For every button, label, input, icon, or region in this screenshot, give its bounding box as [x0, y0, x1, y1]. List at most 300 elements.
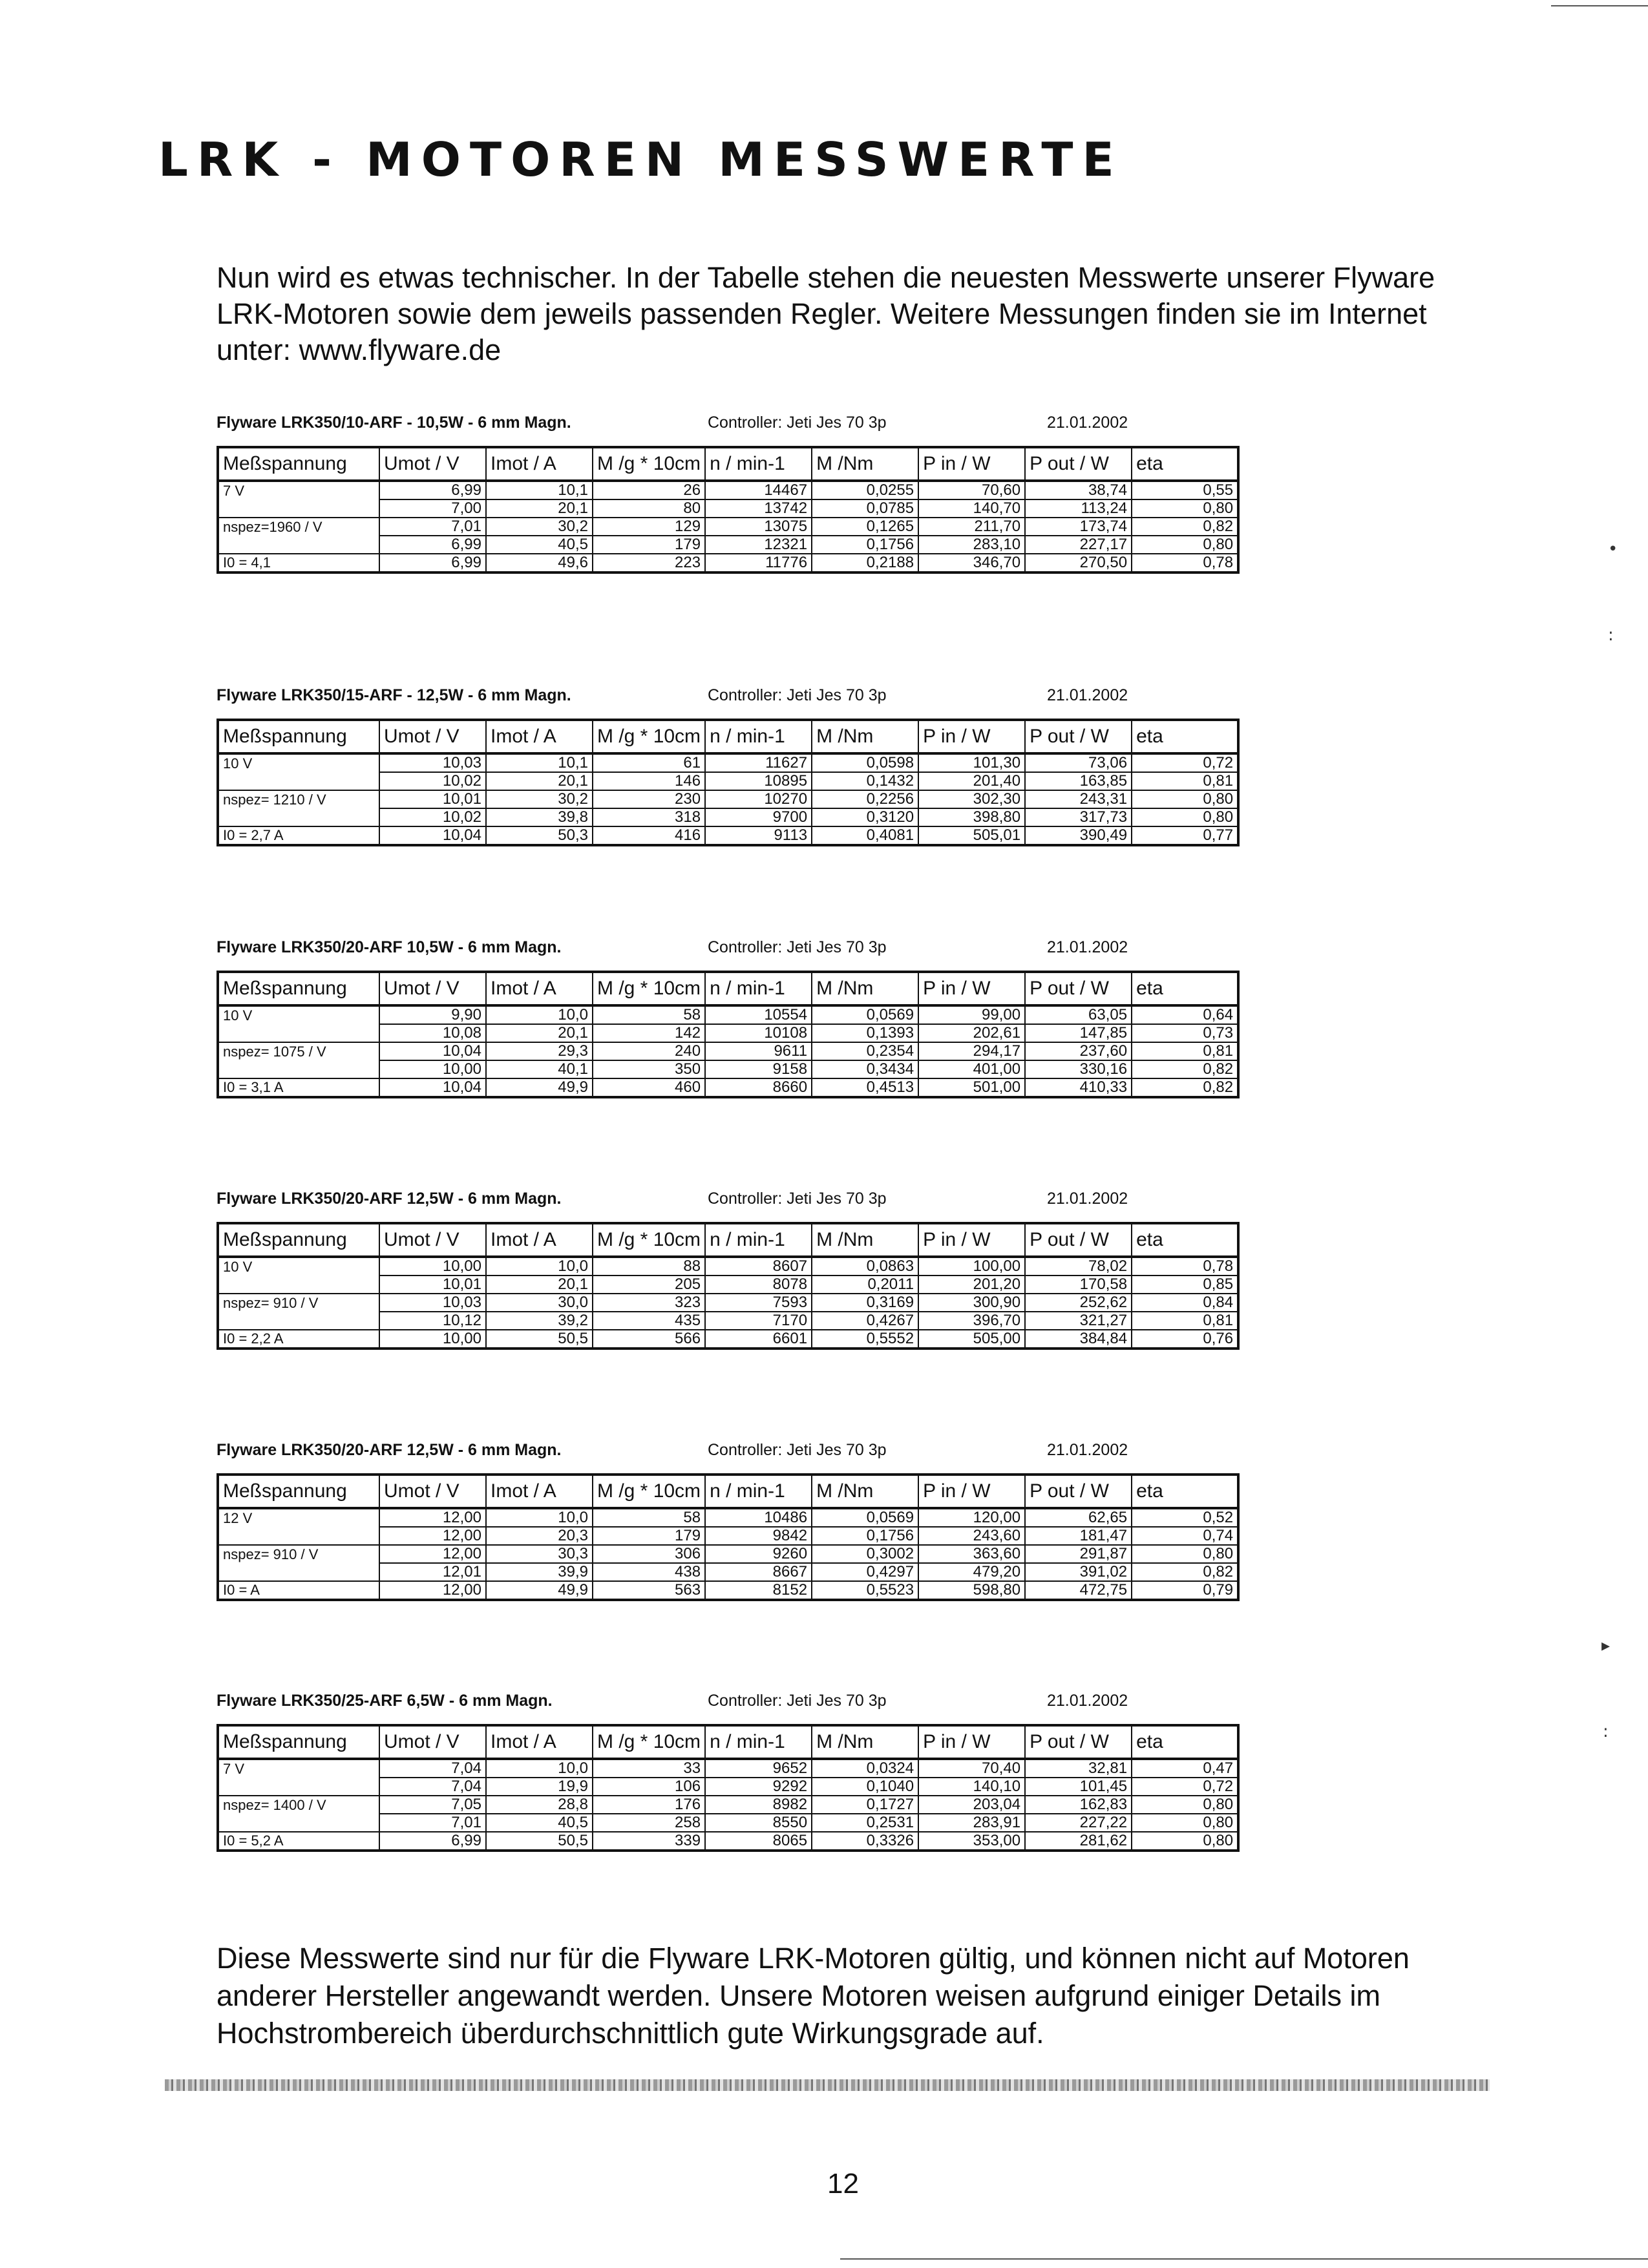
table-cell: 0,1265 — [812, 518, 918, 536]
table-cell: 13742 — [705, 499, 812, 518]
table-cell: 11627 — [705, 753, 812, 772]
row-label — [218, 1024, 379, 1042]
table-cell: 390,49 — [1025, 826, 1132, 845]
measurement-date: 21.01.2002 — [1047, 1441, 1128, 1459]
table-cell: 8152 — [705, 1581, 812, 1600]
column-header: P in / W — [918, 1223, 1025, 1257]
row-label — [218, 1276, 379, 1294]
table-cell: 0,0598 — [812, 753, 918, 772]
table-cell: 7593 — [705, 1294, 812, 1312]
table-cell: 6601 — [705, 1330, 812, 1349]
column-header: Meßspannung — [218, 1223, 379, 1257]
row-label: nspez= 1400 / V — [218, 1796, 379, 1814]
column-header: P out / W — [1025, 447, 1132, 481]
table-cell: 0,3169 — [812, 1294, 918, 1312]
table-cell: 281,62 — [1025, 1832, 1132, 1851]
table-cell: 10270 — [705, 790, 812, 808]
measurement-table — [217, 446, 1240, 574]
table-cell: 0,5552 — [812, 1330, 918, 1349]
table-cell: 318 — [593, 808, 705, 826]
table-row — [218, 1508, 1238, 1527]
table-cell: 8982 — [705, 1796, 812, 1814]
table-row — [218, 1294, 1238, 1312]
column-header: Imot / A — [486, 1725, 593, 1759]
table-cell: 12,01 — [379, 1563, 486, 1581]
table-cell: 227,22 — [1025, 1814, 1132, 1832]
table-row — [218, 554, 1238, 572]
table-header-row — [218, 1223, 1238, 1257]
block-header — [217, 686, 1240, 719]
table-cell: 0,82 — [1132, 1563, 1238, 1581]
table-cell: 230 — [593, 790, 705, 808]
column-header: M /Nm — [812, 1475, 918, 1508]
table-cell: 12,00 — [379, 1581, 486, 1600]
table-header-row — [218, 1475, 1238, 1508]
table-cell: 12,00 — [379, 1545, 486, 1563]
table-cell: 12321 — [705, 536, 812, 554]
table-cell: 0,72 — [1132, 1778, 1238, 1796]
table-cell: 353,00 — [918, 1832, 1025, 1851]
table-cell: 0,73 — [1132, 1024, 1238, 1042]
table-cell: 50,5 — [486, 1832, 593, 1851]
table-cell: 147,85 — [1025, 1024, 1132, 1042]
column-header: eta — [1132, 1223, 1238, 1257]
table-row — [218, 1060, 1238, 1078]
table-cell: 9113 — [705, 826, 812, 845]
table-cell: 7,01 — [379, 518, 486, 536]
table-row — [218, 1832, 1238, 1851]
table-cell: 0,52 — [1132, 1508, 1238, 1527]
table-cell: 63,05 — [1025, 1005, 1132, 1024]
table-cell: 294,17 — [918, 1042, 1025, 1060]
margin-mark: ▸ — [1601, 1636, 1611, 1655]
table-cell: 30,2 — [486, 790, 593, 808]
table-cell: 10486 — [705, 1508, 812, 1527]
column-header: Meßspannung — [218, 1475, 379, 1508]
measurement-date: 21.01.2002 — [1047, 686, 1128, 704]
column-header: P in / W — [918, 972, 1025, 1005]
table-cell: 501,00 — [918, 1078, 1025, 1097]
column-header: M /g * 10cm — [593, 720, 705, 753]
table-cell: 30,2 — [486, 518, 593, 536]
table-cell: 237,60 — [1025, 1042, 1132, 1060]
column-header: Meßspannung — [218, 972, 379, 1005]
table-cell: 20,3 — [486, 1527, 593, 1545]
table-cell: 384,84 — [1025, 1330, 1132, 1349]
table-cell: 101,45 — [1025, 1778, 1132, 1796]
table-cell: 7,05 — [379, 1796, 486, 1814]
table-cell: 243,31 — [1025, 790, 1132, 808]
measurement-date: 21.01.2002 — [1047, 414, 1128, 432]
table-cell: 9,90 — [379, 1005, 486, 1024]
table-cell: 203,04 — [918, 1796, 1025, 1814]
table-cell: 10,0 — [486, 1005, 593, 1024]
table-row — [218, 1330, 1238, 1349]
table-cell: 10,03 — [379, 1294, 486, 1312]
table-cell: 62,65 — [1025, 1508, 1132, 1527]
column-header: Imot / A — [486, 447, 593, 481]
table-cell: 0,80 — [1132, 808, 1238, 826]
column-header: Meßspannung — [218, 1725, 379, 1759]
column-header: P in / W — [918, 447, 1025, 481]
table-cell: 176 — [593, 1796, 705, 1814]
table-row — [218, 481, 1238, 499]
table-cell: 0,82 — [1132, 518, 1238, 536]
table-cell: 100,00 — [918, 1257, 1025, 1276]
table-cell: 129 — [593, 518, 705, 536]
column-header: M /Nm — [812, 1223, 918, 1257]
row-label: nspez= 910 / V — [218, 1545, 379, 1563]
table-cell: 223 — [593, 554, 705, 572]
table-cell: 10,1 — [486, 753, 593, 772]
motor-name: Flyware LRK350/25-ARF 6,5W - 6 mm Magn. — [217, 1692, 553, 1710]
table-cell: 30,3 — [486, 1545, 593, 1563]
table-cell: 38,74 — [1025, 481, 1132, 499]
column-header: P in / W — [918, 1475, 1025, 1508]
column-header: Umot / V — [379, 1475, 486, 1508]
table-cell: 0,77 — [1132, 826, 1238, 845]
column-header: M /Nm — [812, 972, 918, 1005]
column-header: eta — [1132, 972, 1238, 1005]
table-cell: 291,87 — [1025, 1545, 1132, 1563]
column-header: Umot / V — [379, 1223, 486, 1257]
column-header: M /g * 10cm — [593, 972, 705, 1005]
table-row — [218, 826, 1238, 845]
table-cell: 0,0569 — [812, 1508, 918, 1527]
table-cell: 6,99 — [379, 554, 486, 572]
table-cell: 106 — [593, 1778, 705, 1796]
row-label: I0 = 3,1 A — [218, 1078, 379, 1097]
row-label — [218, 1814, 379, 1832]
table-cell: 58 — [593, 1005, 705, 1024]
table-cell: 0,55 — [1132, 481, 1238, 499]
row-label — [218, 1778, 379, 1796]
measurement-table — [217, 1222, 1240, 1350]
column-header: n / min-1 — [705, 1725, 812, 1759]
column-header: Meßspannung — [218, 720, 379, 753]
margin-mark: • — [1608, 540, 1618, 559]
controller-name: Controller: Jeti Jes 70 3p — [708, 1190, 887, 1208]
table-cell: 8065 — [705, 1832, 812, 1851]
table-cell: 10,03 — [379, 753, 486, 772]
controller-name: Controller: Jeti Jes 70 3p — [708, 686, 887, 704]
table-cell: 321,27 — [1025, 1312, 1132, 1330]
row-label: I0 = 2,2 A — [218, 1330, 379, 1349]
table-cell: 33 — [593, 1759, 705, 1778]
column-header: Imot / A — [486, 720, 593, 753]
measurement-block — [217, 414, 1240, 574]
table-cell: 240 — [593, 1042, 705, 1060]
column-header: eta — [1132, 447, 1238, 481]
row-label — [218, 808, 379, 826]
table-cell: 8607 — [705, 1257, 812, 1276]
table-cell: 566 — [593, 1330, 705, 1349]
table-cell: 10,1 — [486, 481, 593, 499]
row-label — [218, 1527, 379, 1545]
table-cell: 140,10 — [918, 1778, 1025, 1796]
table-cell: 10,04 — [379, 1078, 486, 1097]
table-row — [218, 1257, 1238, 1276]
table-cell: 0,0324 — [812, 1759, 918, 1778]
column-header: M /g * 10cm — [593, 1725, 705, 1759]
row-label — [218, 772, 379, 790]
table-cell: 99,00 — [918, 1005, 1025, 1024]
table-cell: 39,9 — [486, 1563, 593, 1581]
table-cell: 472,75 — [1025, 1581, 1132, 1600]
table-cell: 350 — [593, 1060, 705, 1078]
table-cell: 0,1756 — [812, 1527, 918, 1545]
table-cell: 8667 — [705, 1563, 812, 1581]
column-header: eta — [1132, 1475, 1238, 1508]
measurement-block — [217, 1441, 1240, 1601]
table-cell: 50,5 — [486, 1330, 593, 1349]
table-cell: 7170 — [705, 1312, 812, 1330]
table-cell: 598,80 — [918, 1581, 1025, 1600]
table-cell: 0,64 — [1132, 1005, 1238, 1024]
table-cell: 9652 — [705, 1759, 812, 1778]
table-cell: 0,84 — [1132, 1294, 1238, 1312]
table-row — [218, 536, 1238, 554]
table-cell: 70,60 — [918, 481, 1025, 499]
table-cell: 20,1 — [486, 1276, 593, 1294]
row-label: nspez=1960 / V — [218, 518, 379, 536]
table-cell: 9260 — [705, 1545, 812, 1563]
table-cell: 252,62 — [1025, 1294, 1132, 1312]
table-cell: 0,82 — [1132, 1078, 1238, 1097]
table-cell: 73,06 — [1025, 753, 1132, 772]
table-row — [218, 518, 1238, 536]
table-cell: 505,01 — [918, 826, 1025, 845]
column-header: eta — [1132, 720, 1238, 753]
column-header: Imot / A — [486, 1223, 593, 1257]
table-cell: 0,4267 — [812, 1312, 918, 1330]
motor-name: Flyware LRK350/20-ARF 12,5W - 6 mm Magn. — [217, 1441, 562, 1459]
table-cell: 0,80 — [1132, 536, 1238, 554]
table-cell: 58 — [593, 1508, 705, 1527]
table-cell: 10,01 — [379, 1276, 486, 1294]
table-cell: 40,5 — [486, 536, 593, 554]
column-header: n / min-1 — [705, 1223, 812, 1257]
table-cell: 227,17 — [1025, 536, 1132, 554]
table-cell: 10,0 — [486, 1508, 593, 1527]
column-header: n / min-1 — [705, 720, 812, 753]
table-cell: 300,90 — [918, 1294, 1025, 1312]
table-cell: 179 — [593, 1527, 705, 1545]
table-cell: 20,1 — [486, 499, 593, 518]
table-cell: 170,58 — [1025, 1276, 1132, 1294]
table-cell: 0,81 — [1132, 1312, 1238, 1330]
row-label: 10 V — [218, 1257, 379, 1276]
table-cell: 113,24 — [1025, 499, 1132, 518]
table-cell: 29,3 — [486, 1042, 593, 1060]
measurement-date: 21.01.2002 — [1047, 1692, 1128, 1710]
table-cell: 435 — [593, 1312, 705, 1330]
column-header: eta — [1132, 1725, 1238, 1759]
table-cell: 0,80 — [1132, 1814, 1238, 1832]
row-label: 10 V — [218, 753, 379, 772]
motor-name: Flyware LRK350/10-ARF - 10,5W - 6 mm Magn. — [217, 414, 571, 432]
measurement-table — [217, 1724, 1240, 1852]
table-cell: 10,01 — [379, 790, 486, 808]
table-row — [218, 1078, 1238, 1097]
table-cell: 416 — [593, 826, 705, 845]
table-cell: 0,78 — [1132, 1257, 1238, 1276]
table-cell: 0,72 — [1132, 753, 1238, 772]
intro-paragraph: Nun wird es etwas technischer. In der Tabelle stehen die neuesten Messwerte unserer Flyware LRK-Motoren sowie dem jeweils passenden Regler. Weitere Messungen finden sie im Internet unter: www.flyware.de — [217, 261, 1435, 366]
table-cell: 10,04 — [379, 826, 486, 845]
table-cell: 78,02 — [1025, 1257, 1132, 1276]
block-header — [217, 1441, 1240, 1473]
table-header-row — [218, 1725, 1238, 1759]
table-cell: 0,0569 — [812, 1005, 918, 1024]
table-row — [218, 499, 1238, 518]
table-cell: 181,47 — [1025, 1527, 1132, 1545]
block-header — [217, 1692, 1240, 1724]
measurement-date: 21.01.2002 — [1047, 1190, 1128, 1208]
table-cell: 0,1432 — [812, 772, 918, 790]
row-label — [218, 1312, 379, 1330]
table-cell: 0,0255 — [812, 481, 918, 499]
table-row — [218, 1778, 1238, 1796]
table-cell: 0,47 — [1132, 1759, 1238, 1778]
table-cell: 258 — [593, 1814, 705, 1832]
table-cell: 70,40 — [918, 1759, 1025, 1778]
column-header: P out / W — [1025, 1475, 1132, 1508]
table-cell: 7,04 — [379, 1759, 486, 1778]
table-cell: 9158 — [705, 1060, 812, 1078]
table-cell: 101,30 — [918, 753, 1025, 772]
table-cell: 49,9 — [486, 1078, 593, 1097]
table-cell: 398,80 — [918, 808, 1025, 826]
table-cell: 460 — [593, 1078, 705, 1097]
table-cell: 14467 — [705, 481, 812, 499]
block-header — [217, 938, 1240, 971]
table-cell: 0,74 — [1132, 1527, 1238, 1545]
decorative-bar — [165, 2079, 1490, 2091]
table-header-row — [218, 447, 1238, 481]
block-header — [217, 1190, 1240, 1222]
table-cell: 317,73 — [1025, 808, 1132, 826]
table-cell: 11776 — [705, 554, 812, 572]
table-row — [218, 1527, 1238, 1545]
table-cell: 283,91 — [918, 1814, 1025, 1832]
column-header: P out / W — [1025, 720, 1132, 753]
table-cell: 10,08 — [379, 1024, 486, 1042]
table-cell: 0,2188 — [812, 554, 918, 572]
table-cell: 10108 — [705, 1024, 812, 1042]
table-cell: 211,70 — [918, 518, 1025, 536]
table-cell: 363,60 — [918, 1545, 1025, 1563]
table-row — [218, 1042, 1238, 1060]
table-cell: 401,00 — [918, 1060, 1025, 1078]
table-cell: 0,1727 — [812, 1796, 918, 1814]
measurement-table — [217, 1473, 1240, 1601]
table-cell: 0,4081 — [812, 826, 918, 845]
measurement-block — [217, 686, 1240, 846]
row-label — [218, 536, 379, 554]
table-cell: 330,16 — [1025, 1060, 1132, 1078]
table-cell: 0,1393 — [812, 1024, 918, 1042]
table-cell: 391,02 — [1025, 1563, 1132, 1581]
column-header: n / min-1 — [705, 972, 812, 1005]
column-header: P in / W — [918, 720, 1025, 753]
table-cell: 201,40 — [918, 772, 1025, 790]
table-cell: 438 — [593, 1563, 705, 1581]
table-cell: 9292 — [705, 1778, 812, 1796]
table-cell: 9842 — [705, 1527, 812, 1545]
margin-mark: : — [1603, 1722, 1609, 1741]
measurement-table — [217, 719, 1240, 846]
row-label — [218, 499, 379, 518]
table-header-row — [218, 720, 1238, 753]
table-cell: 30,0 — [486, 1294, 593, 1312]
table-cell: 10,00 — [379, 1060, 486, 1078]
table-cell: 0,2531 — [812, 1814, 918, 1832]
table-cell: 6,99 — [379, 1832, 486, 1851]
column-header: Umot / V — [379, 972, 486, 1005]
table-cell: 7,04 — [379, 1778, 486, 1796]
table-cell: 0,3120 — [812, 808, 918, 826]
table-cell: 10554 — [705, 1005, 812, 1024]
page-number: 12 — [827, 2168, 859, 2200]
row-label: 7 V — [218, 481, 379, 499]
table-cell: 140,70 — [918, 499, 1025, 518]
table-cell: 323 — [593, 1294, 705, 1312]
table-cell: 0,82 — [1132, 1060, 1238, 1078]
table-cell: 0,1756 — [812, 536, 918, 554]
table-cell: 396,70 — [918, 1312, 1025, 1330]
table-row — [218, 1581, 1238, 1600]
table-cell: 49,9 — [486, 1581, 593, 1600]
table-row — [218, 1024, 1238, 1042]
table-row — [218, 1759, 1238, 1778]
table-cell: 202,61 — [918, 1024, 1025, 1042]
table-cell: 10895 — [705, 772, 812, 790]
table-cell: 0,0863 — [812, 1257, 918, 1276]
table-row — [218, 1796, 1238, 1814]
table-cell: 142 — [593, 1024, 705, 1042]
table-cell: 205 — [593, 1276, 705, 1294]
table-cell: 0,5523 — [812, 1581, 918, 1600]
controller-name: Controller: Jeti Jes 70 3p — [708, 414, 887, 432]
measurement-block — [217, 1692, 1240, 1852]
table-cell: 201,20 — [918, 1276, 1025, 1294]
column-header: M /Nm — [812, 720, 918, 753]
table-row — [218, 1814, 1238, 1832]
table-cell: 0,80 — [1132, 499, 1238, 518]
table-cell: 20,1 — [486, 1024, 593, 1042]
controller-name: Controller: Jeti Jes 70 3p — [708, 1441, 887, 1459]
table-cell: 9700 — [705, 808, 812, 826]
table-cell: 6,99 — [379, 481, 486, 499]
top-rule — [1551, 5, 1648, 6]
table-cell: 339 — [593, 1832, 705, 1851]
measurement-table — [217, 971, 1240, 1098]
table-cell: 28,8 — [486, 1796, 593, 1814]
table-cell: 0,80 — [1132, 1796, 1238, 1814]
table-cell: 0,78 — [1132, 554, 1238, 572]
column-header: Umot / V — [379, 720, 486, 753]
table-row — [218, 1312, 1238, 1330]
column-header: M /g * 10cm — [593, 1223, 705, 1257]
table-row — [218, 808, 1238, 826]
table-cell: 39,2 — [486, 1312, 593, 1330]
table-cell: 0,80 — [1132, 1832, 1238, 1851]
column-header: P out / W — [1025, 1223, 1132, 1257]
table-cell: 0,3326 — [812, 1832, 918, 1851]
column-header: M /Nm — [812, 447, 918, 481]
table-cell: 61 — [593, 753, 705, 772]
